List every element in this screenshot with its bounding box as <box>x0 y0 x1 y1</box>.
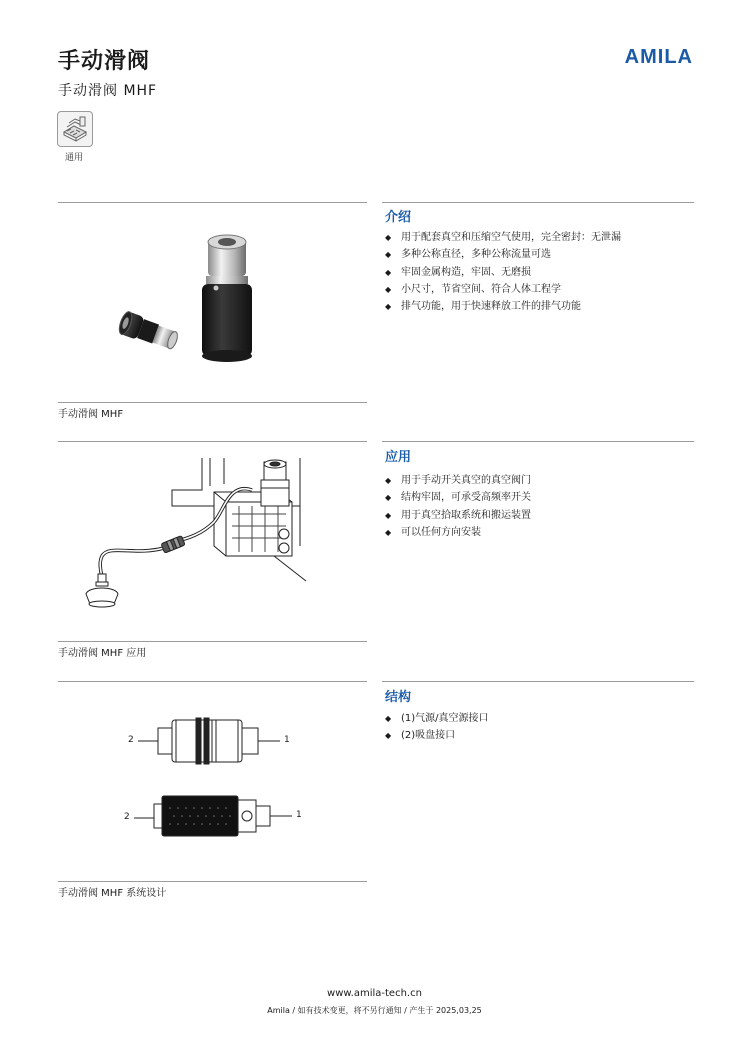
diagram-label-port1-top: 1 <box>284 735 290 745</box>
section-title-intro: 介绍 <box>385 210 412 225</box>
list-item: ◆ 可以任何方向安装 <box>385 524 690 541</box>
system-design-diagram <box>118 708 318 848</box>
page-title: 手动滑阀 <box>58 49 151 74</box>
footer-note: Amila / 如有技术变更，将不另行通知 / 产生于 2025,03,25 <box>267 1006 482 1015</box>
product-photo <box>110 232 310 372</box>
image-caption: 手动滑阀 MHF 应用 <box>58 648 147 659</box>
section-divider-left <box>58 202 367 203</box>
footer-website: www.amila-tech.cn <box>327 988 422 999</box>
list-item: ◆ (2)吸盘接口 <box>385 727 690 744</box>
page-subtitle: 手动滑阀 MHF <box>58 83 158 99</box>
caption-rule <box>58 881 367 882</box>
section-divider-left <box>58 681 367 682</box>
intro-bullet-list <box>385 229 690 315</box>
caption-rule <box>58 641 367 642</box>
diagram-label-port1-bottom: 1 <box>296 810 302 820</box>
usage-label: 通用 <box>65 153 84 163</box>
section-title-structure: 结构 <box>385 690 412 705</box>
section-divider-left <box>58 441 367 442</box>
list-item: ◆ 小尺寸，节省空间、符合人体工程学 <box>385 281 690 298</box>
application-illustration <box>74 456 314 611</box>
application-bullet-list <box>385 472 690 541</box>
diagram-label-port2-bottom: 2 <box>124 812 130 822</box>
general-purpose-icon <box>57 111 93 147</box>
section-divider-right <box>382 202 694 203</box>
list-item: ◆ 用于配套真空和压缩空气使用，完全密封：无泄漏 <box>385 229 690 246</box>
brand-logo: AMILA <box>624 46 693 68</box>
image-caption: 手动滑阀 MHF 系统设计 <box>58 888 167 899</box>
list-item: ◆ 多种公称直径，多种公称流量可选 <box>385 246 690 263</box>
section-title-application: 应用 <box>385 450 412 465</box>
structure-bullet-list <box>385 710 690 745</box>
section-divider-right <box>382 441 694 442</box>
list-item: ◆ 用于真空拾取系统和搬运装置 <box>385 507 690 524</box>
list-item: ◆ 牢固金属构造，牢固、无磨损 <box>385 264 690 281</box>
caption-rule <box>58 402 367 403</box>
list-item: ◆ (1)气源/真空源接口 <box>385 710 690 727</box>
diagram-label-port2-top: 2 <box>128 735 134 745</box>
section-divider-right <box>382 681 694 682</box>
list-item: ◆ 用于手动开关真空的真空阀门 <box>385 472 690 489</box>
image-caption: 手动滑阀 MHF <box>58 409 124 420</box>
list-item: ◆ 结构牢固，可承受高频率开关 <box>385 489 690 506</box>
list-item: ◆ 排气功能，用于快速释放工件的排气功能 <box>385 298 690 315</box>
